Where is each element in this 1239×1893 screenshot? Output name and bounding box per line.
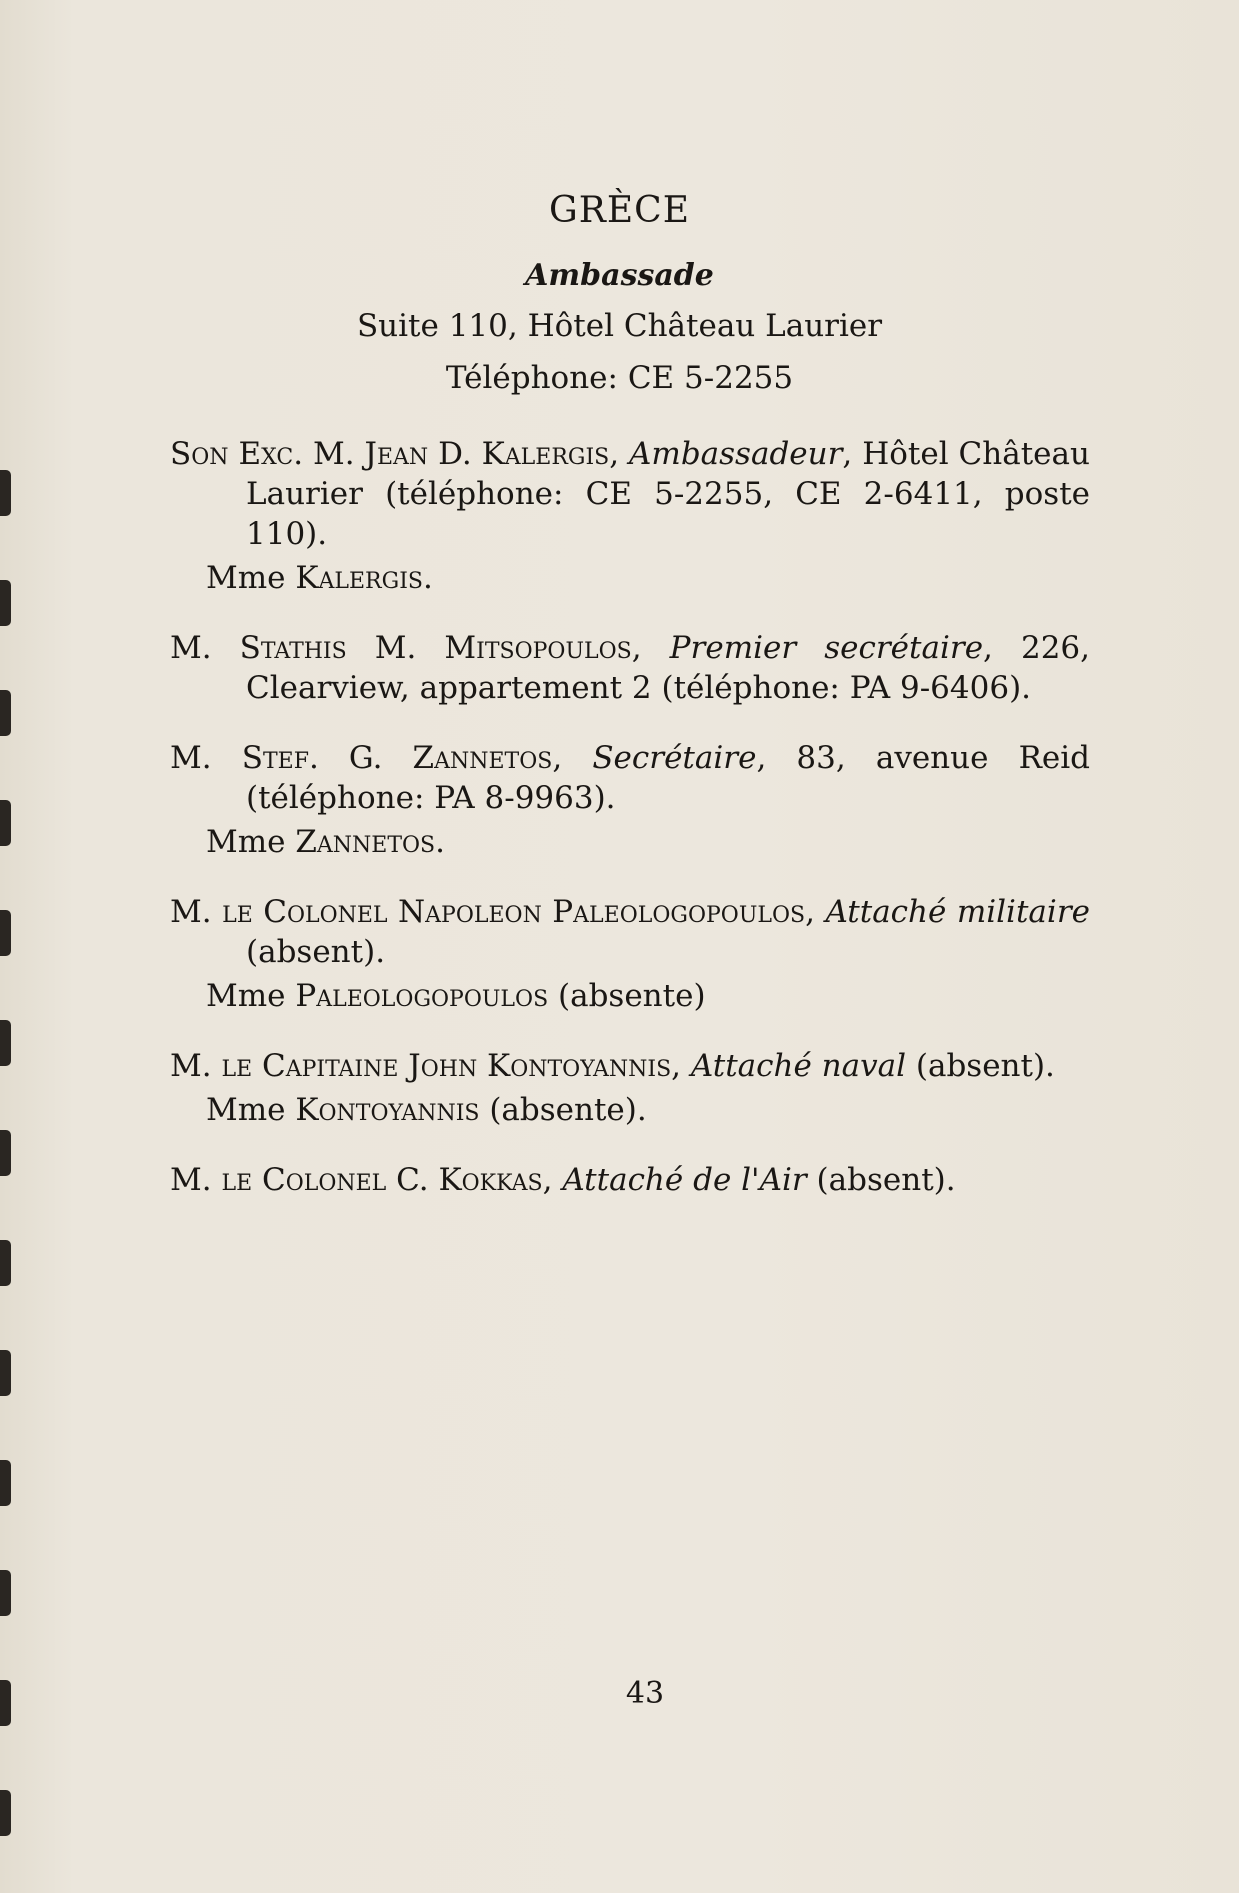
- entry-name: le Colonel Napoleon Paleologopoulos: [222, 894, 806, 930]
- page-number: 43: [625, 1676, 665, 1711]
- entry-prefix: M.: [170, 630, 240, 666]
- entry-name: Stef. G. Zannetos: [241, 740, 553, 776]
- spouse-prefix: Mme: [206, 978, 296, 1014]
- embassy-address: Suite 110, Hôtel Château Laurier: [356, 308, 883, 344]
- entry-title: Attaché de l'Air: [562, 1162, 807, 1198]
- entry-details: (absent).: [806, 1162, 956, 1198]
- staff-entry: M. le Capitaine John Kontoyannis, Attaché naval (absent). Mme Kontoyannis (absente).: [170, 1048, 1055, 1128]
- staff-entry: M. Stef. G. Zannetos, Secrétaire, 83, avenue Reid (téléphone: PA 8-9963). Mme Zannetos.: [170, 740, 1091, 860]
- entry-prefix: M.: [170, 894, 223, 930]
- spouse-name: Kalergis: [295, 560, 423, 596]
- spouse-prefix: Mme: [206, 560, 296, 596]
- spouse-note: .: [422, 560, 433, 596]
- staff-entry: Son Exc. M. Jean D. Kalergis, Ambassadeur, Hôtel Château Laurier (téléphone: CE 5-2255, CE 2-6411, poste 110). Mme Kalergis.: [170, 436, 1090, 596]
- entry-prefix: M.: [170, 1048, 222, 1084]
- entry-prefix: Son Exc. M.: [170, 436, 365, 472]
- entry-details: , 226, Clearview, appartement 2 (téléphone: PA 9-6406).: [246, 630, 1090, 706]
- staff-entry: M. Stathis M. Mitsopoulos, Premier secrétaire, 226, Clearview, appartement 2 (téléphone: PA 9-6406).: [170, 630, 1090, 706]
- entry-title: Ambassadeur: [629, 436, 843, 472]
- spouse-name: Zannetos: [295, 824, 436, 860]
- section-subtitle: Ambassade: [525, 258, 714, 293]
- entry-name: Stathis M. Mitsopoulos: [239, 630, 632, 666]
- staff-list: [170, 434, 1090, 1230]
- entry-prefix: M.: [170, 1162, 222, 1198]
- entry-details: , 83, avenue Reid (téléphone: PA 8-9963).: [246, 740, 1091, 816]
- staff-entry: M. le Colonel C. Kokkas, Attaché de l'Air (absent).: [170, 1162, 956, 1198]
- spouse-name: Kontoyannis: [295, 1092, 480, 1128]
- entry-title: Premier secrétaire: [669, 630, 984, 666]
- spouse-prefix: Mme: [206, 1092, 296, 1128]
- spouse-note: (absente): [548, 978, 706, 1014]
- entry-details: (absent).: [906, 1048, 1055, 1084]
- entry-title: Secrétaire: [592, 740, 757, 776]
- entry-details: (absent).: [246, 934, 386, 970]
- entry-details: , Hôtel Château Laurier (téléphone: CE 5-2255, CE 2-6411, poste 110).: [246, 436, 1090, 552]
- entry-name: le Capitaine John Kontoyannis: [221, 1048, 672, 1084]
- entry-title: Attaché naval: [690, 1048, 907, 1084]
- country-heading: GRÈCE: [549, 190, 690, 231]
- embassy-phone: Téléphone: CE 5-2255: [445, 360, 794, 396]
- entry-prefix: M.: [170, 740, 242, 776]
- spouse-name: Paleologopoulos: [295, 978, 549, 1014]
- entry-name: Jean D. Kalergis: [364, 436, 610, 472]
- staff-entry: M. le Colonel Napoleon Paleologopoulos, Attaché militaire (absent). Mme Paleologopoulos (absente): [170, 894, 1090, 1014]
- spouse-note: (absente).: [479, 1092, 647, 1128]
- entry-title: Attaché militaire: [825, 894, 1090, 930]
- entry-name: le Colonel C. Kokkas: [221, 1162, 543, 1198]
- spouse-note: .: [435, 824, 445, 860]
- spouse-prefix: Mme: [206, 824, 296, 860]
